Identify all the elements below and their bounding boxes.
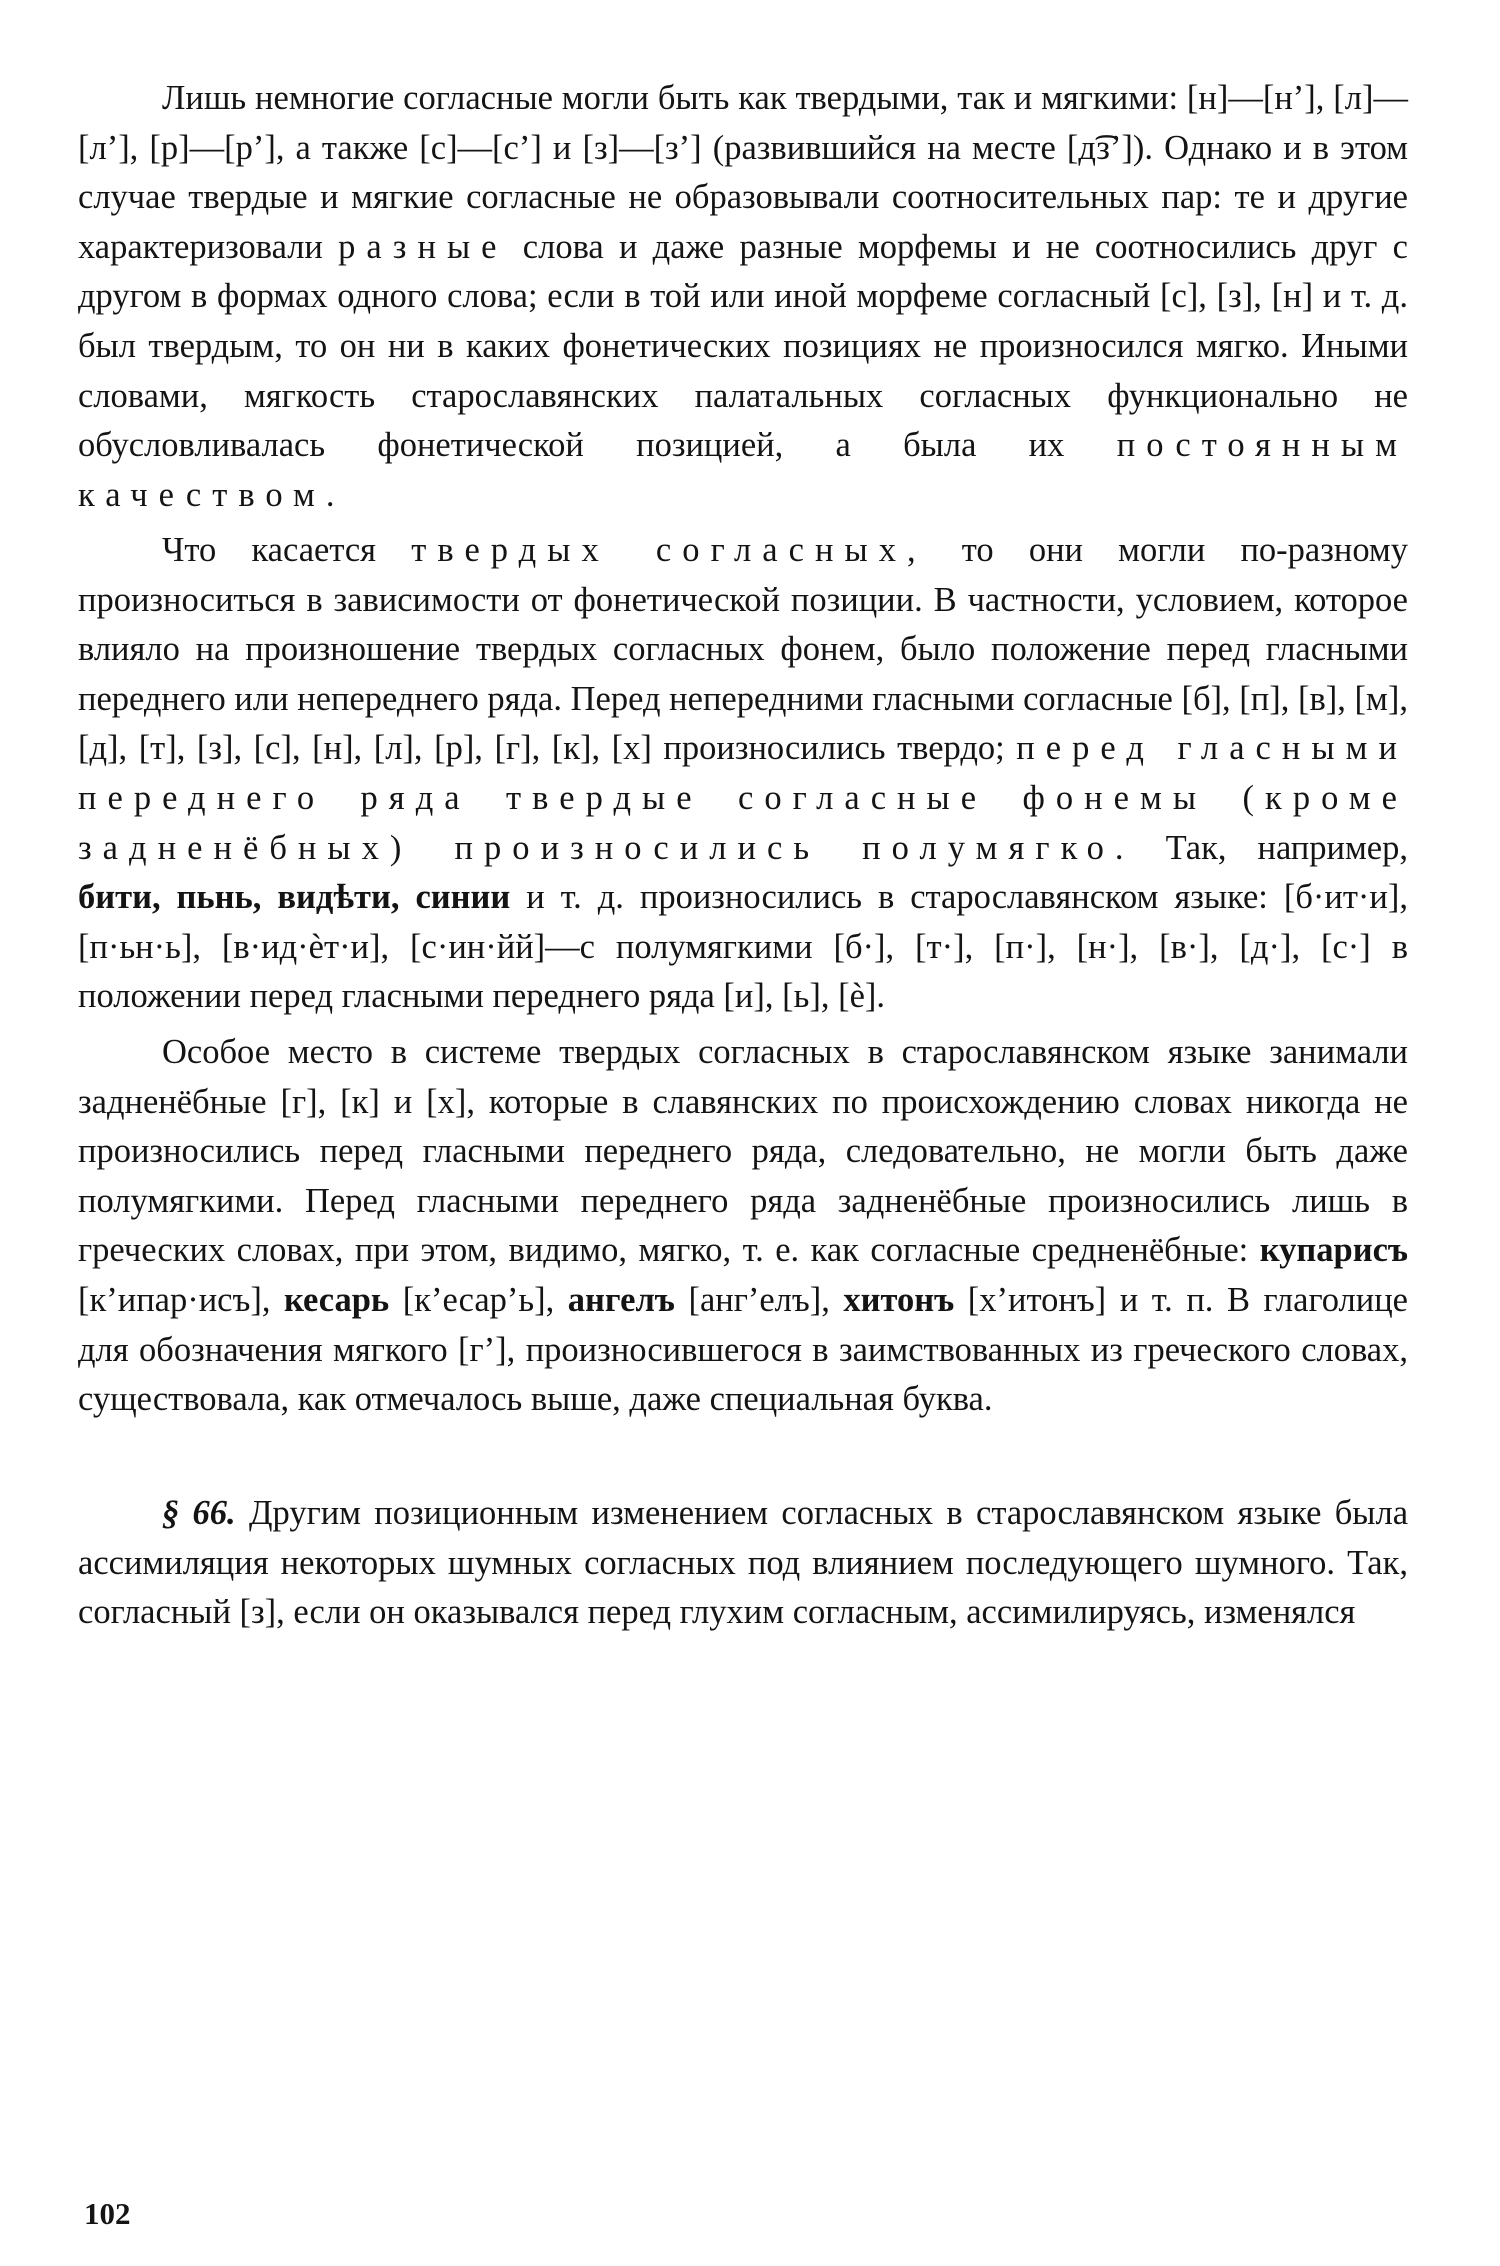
text-segment: и т. д. произносились в старославянском языке: [б·ит·и], [п·ьн·ь], [в·ид·ѐт·и], [с·ин·йй]—с полумягкими [б·], [т·], [п·], [н·], [в·], [д·], [с·] в положении перед гласными переднего ряда [и], [ь], [ѐ]. [78,878,1408,1016]
text-segment: Лишь немногие согласные могли быть как твердыми, так и мягкими: [н]—[н’], [л]—[л’], [р]—[р’], а также [с]—[с’] и [з]—[з’] (развившийся на месте [д͡з’]). Однако и в этом случае твердые и мягкие согласные не образовывали соотносительных пар: те и другие характеризовали [78,79,1408,266]
text-segment: то они могли по-разному произноситься в зависимости от фонетической позиции. В частности, условием, которое влияло на произношение твердых согласных фонем, было положение перед гласными переднего или непереднего ряда. Перед непередними гласными согласные [б], [п], [в], [м], [д], [т], [з], [с], [н], [л], [р], [г], [к], [х] произносились твердо; [78,531,1409,768]
text-segment: слова и даже разные морфемы и не соотносились друг с другом в формах одного слова; если в той или иной морфеме согласный [с], [з], [н] и т. д. был твердым, то он ни в каких фонетических позициях не произносился мягко. Иными словами, мягкость старославянских палатальных согласных функционально не обусловливалась фонетической позицией, а была их [78,227,1408,465]
text-segment: [к’есар’ь], [389,1280,568,1319]
emphasis-spaced: перед гласными переднего ряда твердые согласные фонемы (кроме задненёбных) произносились полумягко. [78,729,1408,867]
page-number: 102 [84,2196,131,2231]
paragraph-hard-consonants [78,526,1408,1022]
text-segment: [к’ипар·исъ], [78,1280,284,1319]
greek-loanword: ангелъ [567,1280,675,1319]
paragraph-consonant-pairs [78,74,1408,520]
text-segment: Что касается [162,531,412,569]
text-segment: [х’итонъ] и т. п. В глаголице для обозначения мягкого [г’], произносившегося в заимствованных из греческого словах, существовала, как отмечалось выше, даже специальная буква. [78,1280,1408,1419]
greek-loanword: хитонъ [843,1280,955,1319]
old-church-slavonic-examples: бити, пьнь, видѣти, синии [78,878,511,917]
paragraph-velars [78,1028,1408,1425]
emphasis-spaced: постоянным качеством. [78,426,1408,514]
section-number: § 66. [162,1494,236,1532]
text-segment: [анг’елъ], [674,1280,844,1319]
paragraph-text [78,526,1408,1022]
emphasis-spaced: твердых согласных, [411,531,927,569]
text-segment: Так, например, [1134,828,1408,867]
greek-loanword: купарисъ [1259,1231,1408,1270]
text-segment: Другим позиционным изменением согласных в старославянском языке была ассимиляция некоторых шумных согласных под влиянием последующего шумного. Так, согласный [з], если он оказывался перед глухим согласным, ассимилируясь, изменялся [78,1494,1409,1632]
paragraph-text [78,1028,1408,1425]
greek-loanword: кесарь [284,1280,390,1319]
emphasis-spaced: разные [338,227,508,266]
paragraph-text [78,74,1408,520]
text-segment: Особое место в системе твердых согласных в старославянском языке занимали задненёбные [г], [к] и [х], которые в славянских по происхождению словах никогда не произносились перед гласными переднего ряда, следовательно, не могли быть даже полумягкими. Перед гласными переднего ряда задненёбные произносились лишь в греческих словах, при этом, видимо, мягко, т. е. как согласные средненёбные: [78,1033,1408,1270]
paragraph-text [78,1489,1408,1638]
section-66 [78,1489,1408,1638]
